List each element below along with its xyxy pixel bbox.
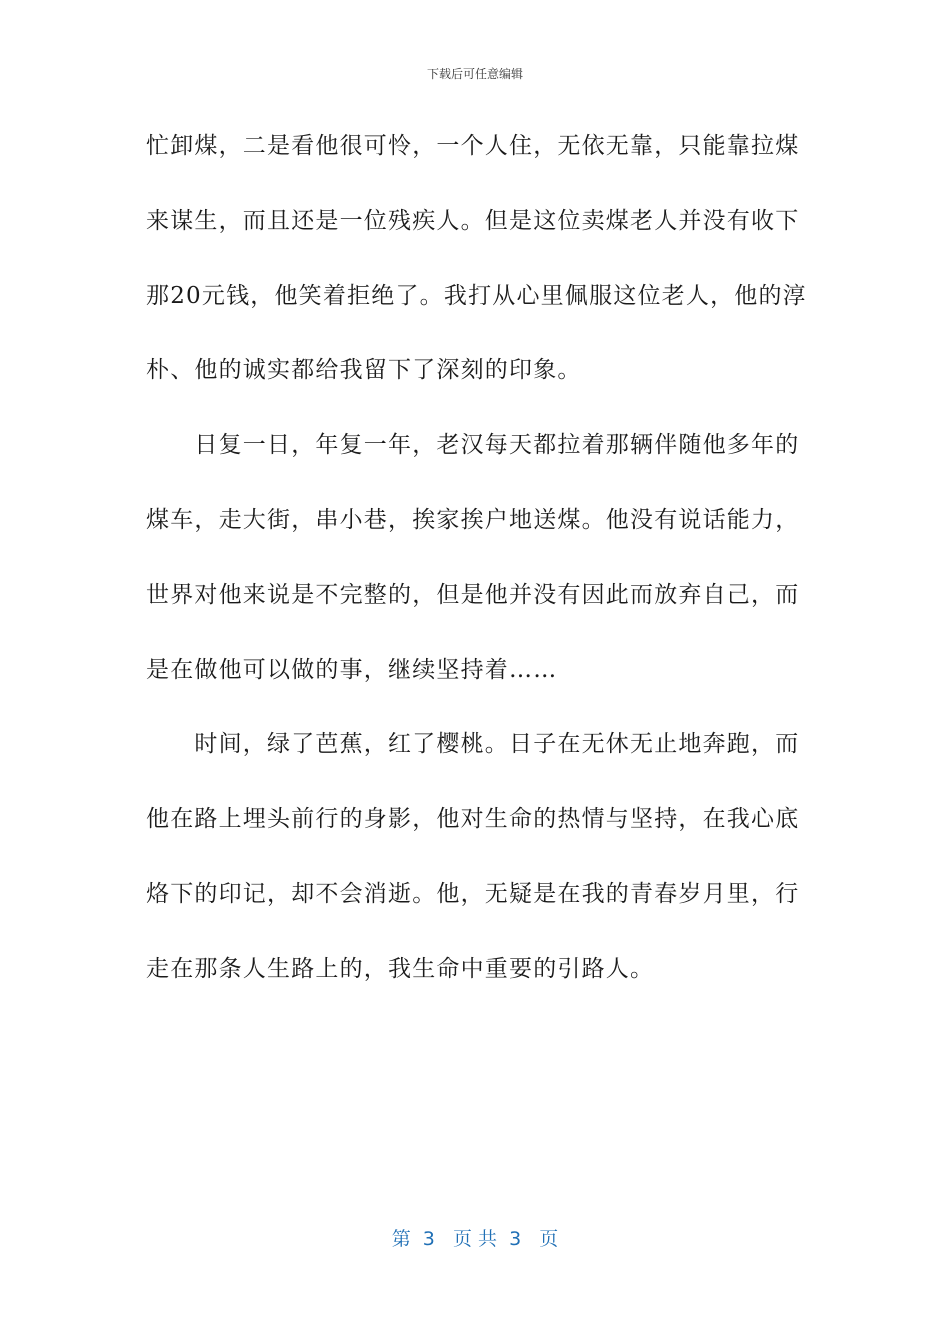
text-line: 走在那条人生路上的，我生命中重要的引路人。 <box>146 955 655 982</box>
essay-body <box>146 126 806 1024</box>
text-line: 烙下的印记，却不会消逝。他，无疑是在我的青春岁月里，行 <box>146 880 800 907</box>
page-header: 下载后可任意编辑 <box>426 67 523 81</box>
text-line: 忙卸煤，二是看他很可怜，一个人住，无依无靠，只能靠拉煤 <box>146 133 800 159</box>
text-line: 来谋生，而且还是一位残疾人。但是这位卖煤老人并没有收下 <box>146 207 800 234</box>
text-line: 煤车，走大街，串小巷，挨家挨户地送煤。他没有说话能力， <box>146 506 800 533</box>
page-number-footer: 第 3 页 共 3 页 <box>391 1228 559 1250</box>
text-line: 那20元钱，他笑着拒绝了。我打从心里佩服这位老人，他的淳 <box>146 282 807 309</box>
text-line: 日复一日，年复一年，老汉每天都拉着那辆伴随他多年的 <box>146 432 800 459</box>
text-line: 他在路上埋头前行的身影，他对生命的热情与坚持，在我心底 <box>146 806 800 833</box>
text-line: 时间，绿了芭蕉，红了樱桃。日子在无休无止地奔跑，而 <box>146 731 800 758</box>
text-line: 世界对他来说是不完整的，但是他并没有因此而放弃自己，而 <box>146 581 800 608</box>
text-line: 朴、他的诚实都给我留下了深刻的印象。 <box>146 357 582 384</box>
text-line: 是在做他可以做的事，继续坚持着…… <box>146 656 558 683</box>
